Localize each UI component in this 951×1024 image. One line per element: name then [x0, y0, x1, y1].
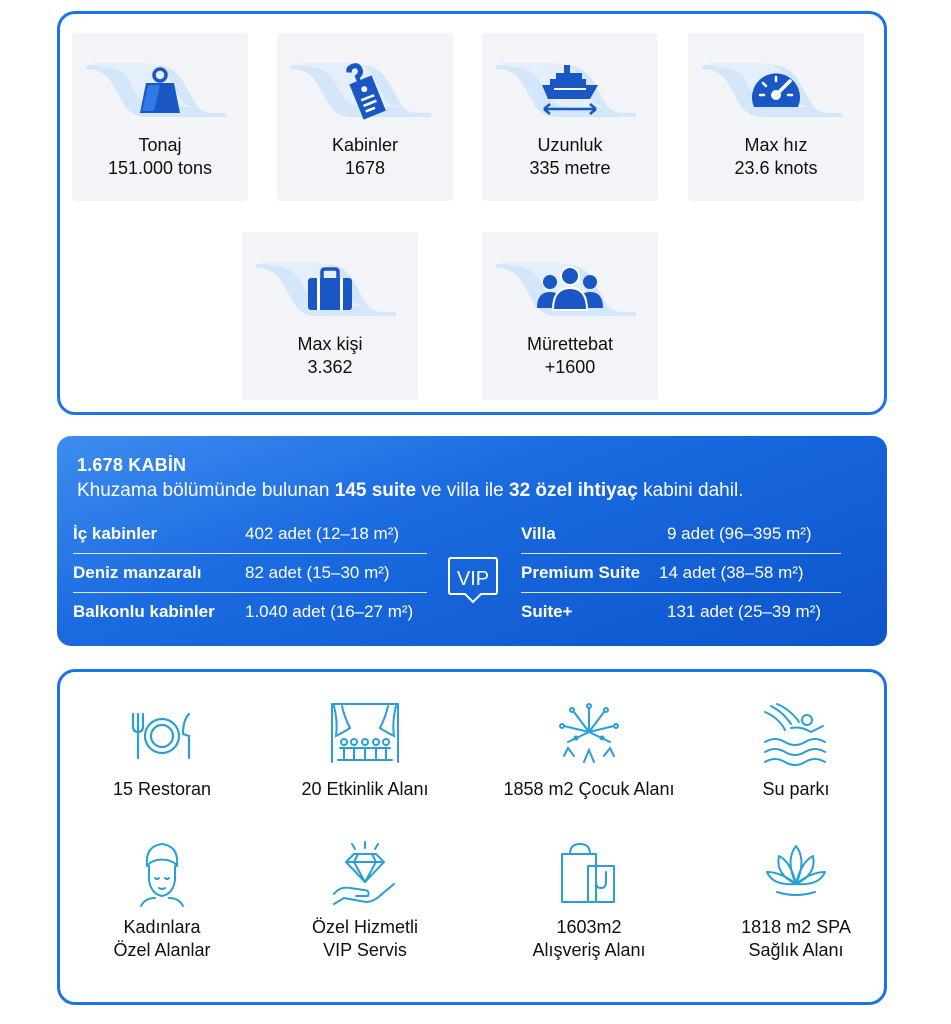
stat-card-crew — [482, 232, 658, 400]
cabin-type-name: Suite+ — [521, 602, 573, 621]
diamond-hand-icon — [330, 840, 400, 908]
shopping-bag-icon — [554, 840, 624, 908]
amenity-kids-area — [484, 702, 694, 801]
ship-length-icon — [540, 61, 600, 121]
divider — [73, 553, 427, 554]
lotus-icon — [761, 840, 831, 908]
stat-value: 151.000 tons — [107, 158, 213, 178]
amenity-label: 1818 m2 SPA Sağlık Alanı — [741, 917, 851, 960]
theater-icon — [330, 702, 400, 770]
amenity-water-park — [726, 702, 866, 801]
amenity-label: Kadınlara Özel Alanlar — [113, 917, 211, 960]
cabin-type-name: Deniz manzaralı — [73, 563, 202, 582]
divider — [521, 553, 841, 554]
amenity-women-areas — [57, 840, 267, 962]
stat-value: 335 metre — [529, 158, 611, 178]
stat-value: +1600 — [544, 357, 596, 377]
cabin-row-sea-view — [73, 563, 433, 587]
swimmer-icon — [761, 702, 831, 770]
cabin-row-villa — [521, 524, 841, 548]
cabin-type-name: İç kabinler — [73, 524, 158, 543]
amenity-label: Özel Hizmetli VIP Servis — [311, 917, 418, 960]
stat-card-length — [482, 33, 658, 201]
vip-badge-icon — [445, 556, 501, 614]
amenity-shopping-area — [484, 840, 694, 962]
stat-value: 1678 — [344, 158, 386, 178]
weight-icon — [130, 61, 190, 121]
cabin-type-count: 9 adet (96–395 m²) — [667, 524, 812, 543]
cabin-type-name: Balkonlu kabinler — [73, 602, 215, 621]
stat-label: Max hız — [744, 135, 808, 155]
stat-value: 3.362 — [307, 357, 353, 377]
vip-label: VIP — [456, 568, 490, 590]
amenity-label: 1603m2 Alışveriş Alanı — [532, 917, 646, 960]
stat-label: Tonaj — [138, 135, 182, 155]
amenity-label: 1858 m2 Çocuk Alanı — [503, 779, 675, 799]
divider — [521, 592, 841, 593]
amenity-event-areas — [260, 702, 470, 801]
suitcase-icon — [300, 260, 360, 320]
cabin-details-panel — [57, 436, 887, 646]
amenity-spa-area — [726, 840, 866, 962]
stat-label: Kabinler — [331, 135, 399, 155]
cabin-type-name: Villa — [521, 524, 556, 543]
cabin-row-suite-plus — [521, 602, 841, 626]
amenity-vip-service — [260, 840, 470, 962]
stat-card-cabins — [277, 33, 453, 201]
cabin-type-count: 1.040 adet (16–27 m²) — [245, 602, 414, 621]
door-hanger-icon — [335, 61, 395, 121]
cabin-row-premium-suite — [521, 563, 841, 587]
towel-woman-icon — [127, 840, 197, 908]
amenity-label: 15 Restoran — [112, 779, 212, 799]
cabin-title: 1.678 KABİN — [77, 455, 187, 475]
dining-icon — [127, 702, 197, 770]
cabin-type-count: 82 adet (15–30 m²) — [245, 563, 390, 582]
fireworks-icon — [554, 702, 624, 770]
cabin-row-balcony — [73, 602, 433, 626]
cabin-type-count: 402 adet (12–18 m²) — [245, 524, 400, 543]
amenity-label: 20 Etkinlik Alanı — [301, 779, 429, 799]
speedometer-icon — [746, 61, 806, 121]
cabin-row-interior — [73, 524, 433, 548]
stat-label: Uzunluk — [537, 135, 603, 155]
cabin-type-count: 131 adet (25–39 m²) — [667, 602, 822, 621]
amenities-panel — [57, 669, 887, 1005]
stat-card-max-speed — [688, 33, 864, 201]
stat-card-tonnage — [72, 33, 248, 201]
ship-stats-panel — [57, 11, 887, 415]
stat-card-max-people — [242, 232, 418, 400]
amenity-label: Su parkı — [762, 779, 830, 799]
cabin-description: Khuzama bölümünde bulunan 145 suite ve villa ile 32 özel ihtiyaç kabini dahil. — [77, 480, 744, 501]
amenity-restaurants — [57, 702, 267, 801]
crew-icon — [535, 260, 605, 320]
stat-label: Mürettebat — [526, 334, 614, 354]
stat-label: Max kişi — [297, 334, 363, 354]
divider — [73, 592, 427, 593]
stat-value: 23.6 knots — [734, 158, 818, 178]
cabin-type-name: Premium Suite — [521, 563, 641, 582]
cabin-type-count: 14 adet (38–58 m²) — [659, 563, 804, 582]
